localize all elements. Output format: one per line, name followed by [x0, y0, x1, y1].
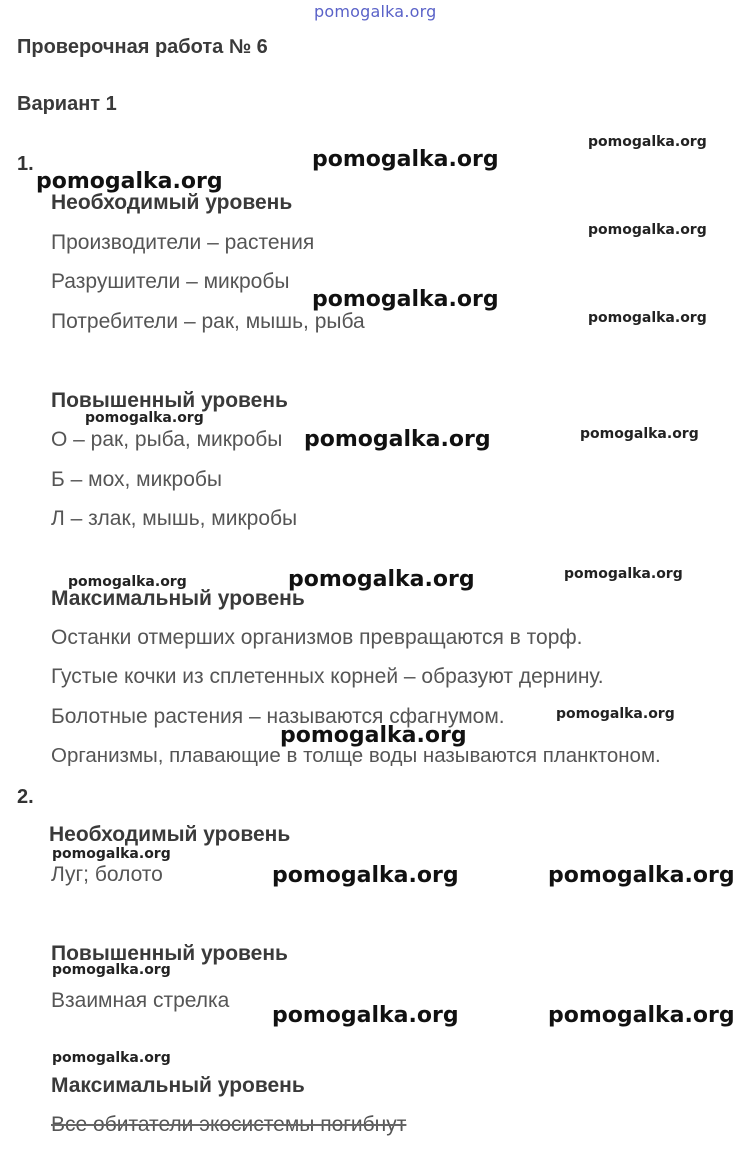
watermark-big: pomogalka.org	[304, 427, 491, 452]
task1-necessary-heading: Необходимый уровень	[51, 191, 293, 214]
watermark-small: pomogalka.org	[52, 962, 171, 978]
watermark-big: pomogalka.org	[280, 723, 467, 748]
watermark-small: pomogalka.org	[588, 310, 707, 326]
watermark-small: pomogalka.org	[564, 566, 683, 582]
task-number-1: 1.	[17, 153, 34, 175]
task1-increased-line-2: Б – мох, микробы	[51, 468, 223, 491]
task1-maximum-line-2: Густые кочки из сплетенных корней – образуют дернину.	[51, 665, 604, 688]
watermark-small: pomogalka.org	[52, 1050, 171, 1066]
task2-maximum-heading: Максимальный уровень	[51, 1074, 305, 1097]
task2-necessary-line: Луг; болото	[51, 863, 163, 886]
watermark-big: pomogalka.org	[548, 1003, 735, 1028]
watermark-big: pomogalka.org	[312, 287, 499, 312]
task2-increased-heading: Повышенный уровень	[51, 942, 288, 965]
task2-necessary-heading: Необходимый уровень	[49, 823, 291, 846]
task-number-2: 2.	[17, 786, 34, 808]
task1-maximum-line-3: Болотные растения – называются сфагнумом.	[51, 705, 505, 728]
task1-maximum-line-1: Останки отмерших организмов превращаются в торф.	[51, 626, 583, 649]
task1-necessary-line-3: Потребители – рак, мышь, рыба	[51, 310, 365, 333]
watermark-big: pomogalka.org	[312, 147, 499, 172]
task1-maximum-line-4: Организмы, плавающие в толще воды называются планктоном.	[51, 744, 661, 767]
task2-maximum-line: Все обитатели экосистемы погибнут	[51, 1113, 407, 1136]
task1-necessary-line-2: Разрушители – микробы	[51, 270, 290, 293]
watermark-small: pomogalka.org	[52, 846, 171, 862]
task1-maximum-heading: Максимальный уровень	[51, 587, 305, 610]
watermark-big: pomogalka.org	[272, 863, 459, 888]
watermark-small: pomogalka.org	[588, 134, 707, 150]
task1-necessary-line-1: Производители – растения	[51, 231, 315, 254]
task1-increased-heading: Повышенный уровень	[51, 389, 288, 412]
page-title: Проверочная работа № 6	[17, 36, 268, 58]
variant-heading: Вариант 1	[17, 93, 117, 115]
watermark-small: pomogalka.org	[588, 222, 707, 238]
watermark-big: pomogalka.org	[288, 567, 475, 592]
watermark-big: pomogalka.org	[272, 1003, 459, 1028]
task1-increased-line-3: Л – злак, мышь, микробы	[51, 507, 298, 530]
watermark-top: pomogalka.org	[314, 2, 437, 21]
watermark-big: pomogalka.org	[548, 863, 735, 888]
watermark-small: pomogalka.org	[85, 410, 204, 426]
watermark-small: pomogalka.org	[556, 706, 675, 722]
watermark-small: pomogalka.org	[68, 574, 187, 590]
watermark-small: pomogalka.org	[580, 426, 699, 442]
watermark-big: pomogalka.org	[36, 169, 223, 194]
task2-increased-line: Взаимная стрелка	[51, 989, 230, 1012]
task1-increased-line-1: О – рак, рыба, микробы	[51, 428, 283, 451]
